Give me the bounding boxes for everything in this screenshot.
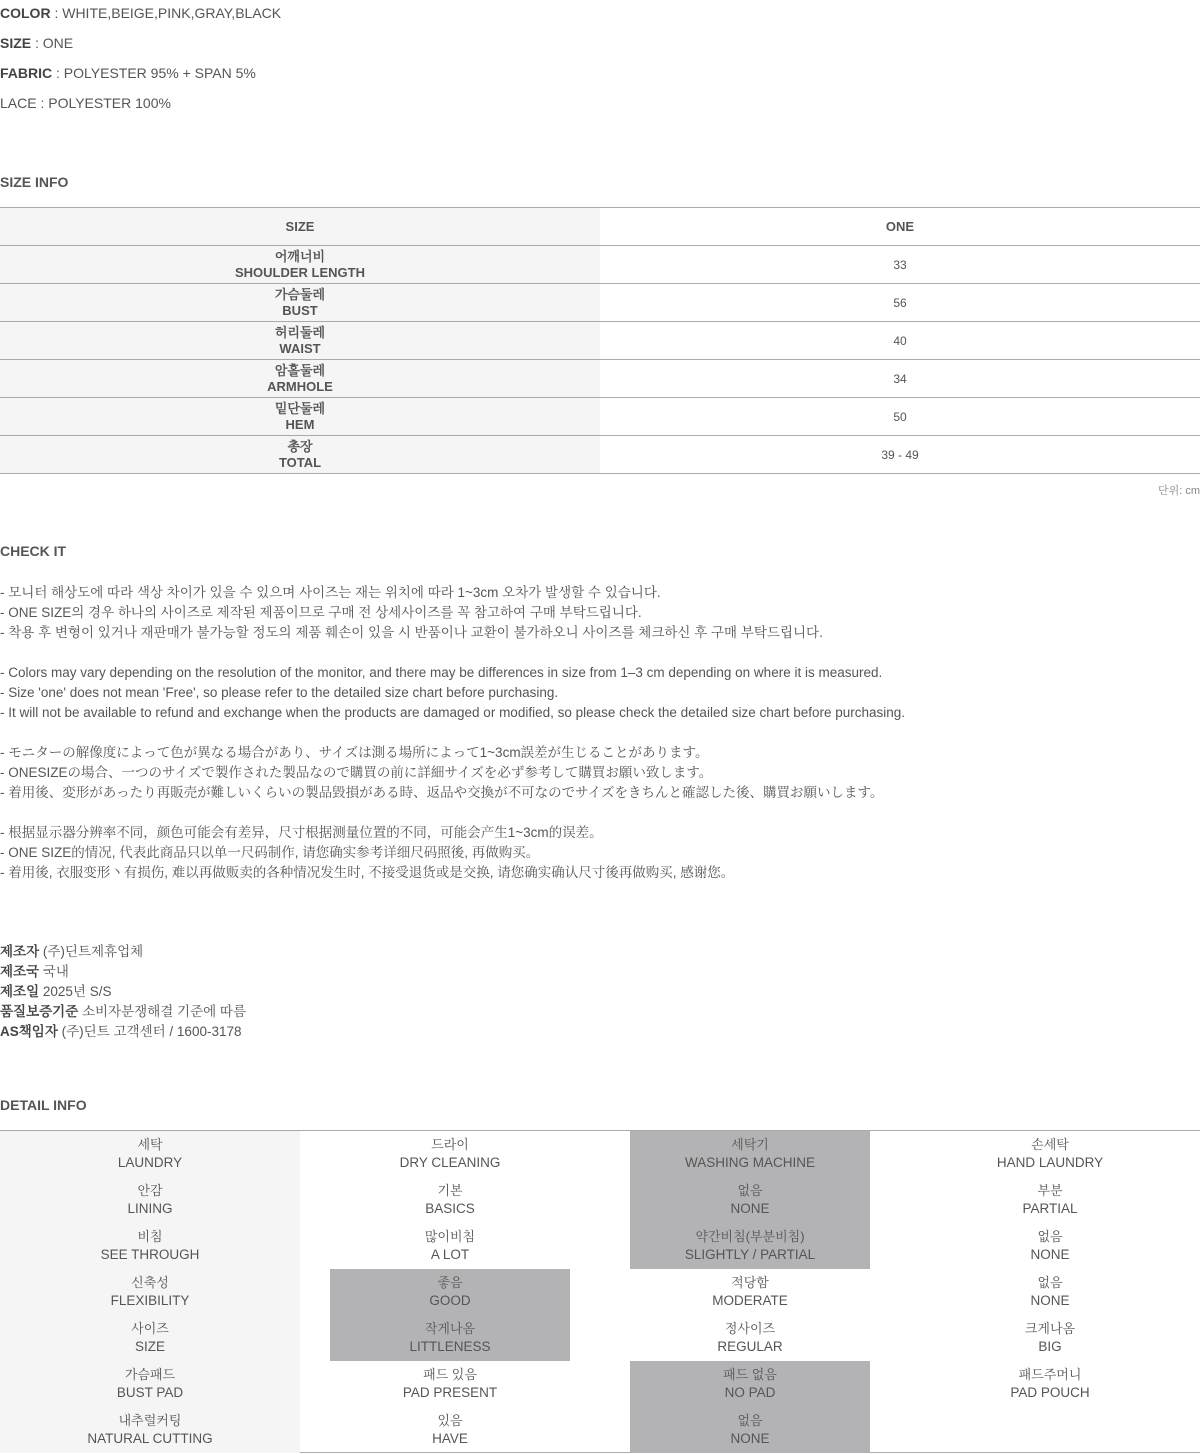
size-row-label: 밑단둘레 HEM (0, 398, 600, 435)
size-header-value: ONE (885, 219, 915, 234)
maker-line: 제조국 국내 (0, 964, 69, 979)
table-row (0, 246, 1200, 284)
size-row-label: 어깨너비 SHOULDER LENGTH (0, 246, 600, 283)
size-row-label: 암홀둘레 ARMHOLE (0, 360, 600, 397)
table-row (0, 284, 1200, 322)
note-line: - It will not be available to refund and exchange when the products are damaged or modified, so please check the detailed size chart before purchasing. (0, 705, 906, 720)
maker-line: 제조자 (주)딘트제휴업체 (0, 944, 144, 959)
maker-line: 품질보증기준 소비자분쟁해결 기준에 따름 (0, 1004, 246, 1019)
size-row-value: 34 (893, 371, 907, 386)
detail-option-selected: 약간비침(부분비침) SLIGHTLY / PARTIAL (684, 1229, 816, 1262)
table-row (0, 436, 1200, 474)
size-header-label: SIZE (0, 208, 600, 245)
note-line: - 착용 후 변형이 있거나 재판매가 불가능할 정도의 제품 훼손이 있을 시 반품이나 교환이 불가하오니 사이즈를 체크하신 후 구매 부탁드립니다. (0, 625, 823, 640)
check-it-notes (0, 583, 905, 883)
size-info-title: SIZE INFO (0, 174, 69, 190)
spec-fabric: FABRIC : POLYESTER 95% + SPAN 5% (0, 65, 256, 81)
note-line: - 모니터 해상도에 따라 색상 차이가 있을 수 있으며 사이즈는 재는 위치에 따라 1~3cm 오차가 발생할 수 있습니다. (0, 585, 661, 600)
note-line: - Colors may vary depending on the resolution of the monitor, and there may be differences in size from 1–3 cm depending on where it is measured. (0, 665, 883, 680)
size-row-value: 50 (893, 409, 907, 424)
size-table (0, 207, 1200, 474)
detail-option-selected: 없음 NONE (730, 1413, 770, 1446)
detail-option: 적당함 MODERATE (712, 1275, 788, 1308)
detail-option-selected: 작게나옴 LITTLENESS (409, 1321, 491, 1354)
detail-option: 패드주머니 PAD POUCH (1010, 1367, 1090, 1400)
detail-option: 드라이 DRY CLEANING (399, 1137, 501, 1170)
note-line: - モニターの解像度によって色が異なる場合があり、サイズは測る場所によって1~3cm誤差が生じることがあります。 (0, 745, 709, 760)
table-row (0, 398, 1200, 436)
detail-option: 정사이즈 REGULAR (717, 1321, 783, 1354)
note-line: - 根据显示器分辨率不同，颜色可能会有差异，尺寸根据测量位置的不同，可能会产生1~3cm的误差。 (0, 825, 603, 840)
detail-option: 크게나옴 BIG (1024, 1321, 1076, 1354)
note-line: - Size 'one' does not mean 'Free', so please refer to the detailed size chart before purchasing. (0, 685, 559, 700)
detail-label: 사이즈 SIZE (131, 1321, 169, 1354)
unit-note: 단위: cm (1157, 485, 1200, 497)
detail-option: 많이비침 A LOT (424, 1229, 476, 1262)
detail-label: 비침 SEE THROUGH (100, 1229, 200, 1262)
size-row-label: 총장 TOTAL (0, 436, 600, 473)
detail-label: 세탁 LAUNDRY (117, 1137, 183, 1170)
detail-option-selected: 없음 NONE (730, 1183, 770, 1216)
maker-info (0, 942, 246, 1042)
size-row-label: 가슴둘레 BUST (0, 284, 600, 321)
detail-option-selected: 좋음 GOOD (429, 1275, 471, 1308)
detail-label: 내추럴커팅 NATURAL CUTTING (87, 1413, 213, 1446)
maker-line: AS책임자 (주)딘트 고객센터 / 1600-3178 (0, 1024, 242, 1039)
check-it-title: CHECK IT (0, 543, 67, 559)
table-row (0, 322, 1200, 360)
note-line: - ONESIZEの場合、一つのサイズで製作された製品なので購買の前に詳細サイズを必ず参考して購買お願い致します。 (0, 765, 713, 780)
size-row-value: 39 - 49 (881, 447, 919, 462)
detail-label: 안감 LINING (127, 1183, 173, 1216)
note-line: - 着用後、変形があったり再販売が難しいくらいの製品毀損がある時、返品や交換が不可なのでサイズをきちんと確認した後、購買お願いします。 (0, 785, 884, 800)
note-line: - ONE SIZE의 경우 하나의 사이즈로 제작된 제품이므로 구매 전 상세사이즈를 꼭 참고하여 구매 부탁드립니다. (0, 605, 642, 620)
note-line: - 着用後, 衣服变形丶有损伤, 难以再做贩卖的各种情况发生时, 不接受退货或是交换, 请您确实确认尺寸後再做购买, 感谢您。 (0, 865, 735, 880)
table-row (0, 360, 1200, 398)
detail-option: 패드 있음 PAD PRESENT (402, 1367, 498, 1400)
detail-option: 없음 NONE (1030, 1275, 1070, 1308)
detail-label: 신축성 FLEXIBILITY (110, 1275, 190, 1308)
size-row-label: 허리둘레 WAIST (0, 322, 600, 359)
size-table-header (0, 208, 1200, 246)
detail-option: 손세탁 HAND LAUNDRY (996, 1137, 1104, 1170)
size-row-value: 33 (893, 257, 907, 272)
detail-option-selected: 세탁기 WASHING MACHINE (684, 1137, 815, 1170)
size-row-value: 40 (893, 333, 907, 348)
detail-option-selected: 패드 없음 NO PAD (723, 1367, 777, 1400)
detail-option: 부분 PARTIAL (1022, 1183, 1078, 1216)
spec-color: COLOR : WHITE,BEIGE,PINK,GRAY,BLACK (0, 5, 282, 21)
size-row-value: 56 (893, 295, 907, 310)
spec-lace: LACE : POLYESTER 100% (0, 95, 171, 111)
detail-label: 가슴패드 BUST PAD (116, 1367, 184, 1400)
maker-line: 제조일 2025년 S/S (0, 984, 112, 999)
note-line: - ONE SIZE的情况, 代表此商品只以单一尺码制作, 请您确实参考详细尺码照後, 再做购买。 (0, 845, 540, 860)
detail-info-title: DETAIL INFO (0, 1097, 87, 1113)
detail-option: 있음 HAVE (432, 1413, 468, 1446)
detail-option: 없음 NONE (1030, 1229, 1070, 1262)
detail-grid (0, 1130, 1200, 1453)
detail-option: 기본 BASICS (425, 1183, 475, 1216)
spec-size: SIZE : ONE (0, 35, 74, 51)
